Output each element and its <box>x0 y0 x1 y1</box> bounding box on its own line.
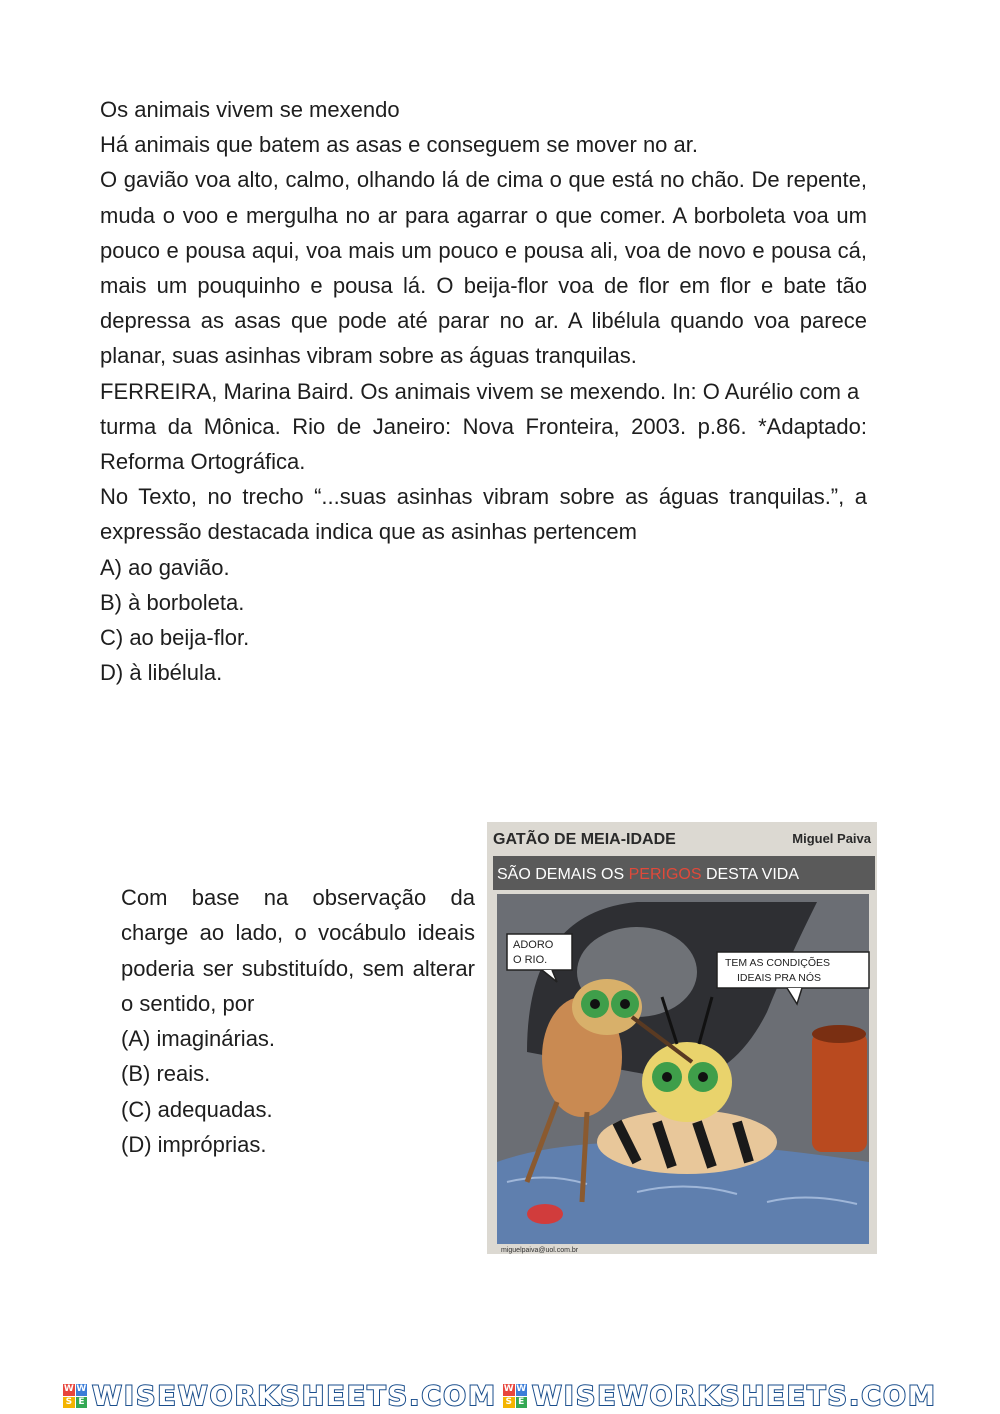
question1-option-a[interactable]: A) ao gavião. <box>100 554 230 580</box>
question1-option-b[interactable]: B) à borboleta. <box>100 589 245 615</box>
brand-mark-2 <box>503 1381 937 1412</box>
question1-option-d[interactable]: D) à libélula. <box>100 660 223 686</box>
pupil-left <box>662 1072 672 1082</box>
balloon-1-line1: ADORO <box>513 939 554 951</box>
passage-reference: FERREIRA, Marina Baird. Os animais vivem se mexendo. In: O Aurélio com a <box>100 378 860 404</box>
pupil-right <box>698 1072 708 1082</box>
footer-watermark <box>0 1378 1000 1414</box>
logo-letter: S <box>63 1397 75 1409</box>
balloon-2-line1: TEM AS CONDIÇÕES <box>725 957 831 969</box>
comic-strip <box>487 822 877 1254</box>
comic-caption-part1: SÃO DEMAIS OS <box>497 866 629 883</box>
question2-option-b[interactable]: (B) reais. <box>121 1061 211 1087</box>
brand-mark-1 <box>63 1381 497 1412</box>
pupil-left-1 <box>590 999 600 1009</box>
comic-caption <box>497 863 799 883</box>
comic-caption-part2: DESTA VIDA <box>701 866 800 883</box>
question2 <box>121 880 475 1162</box>
question1-option-c[interactable]: C) ao beija-flor. <box>100 625 250 651</box>
brand-logo-icon <box>63 1384 87 1408</box>
passage-reference-cont: turma da Mônica. Rio de Janeiro: Nova Fronteira, 2003. p.86. *Adaptado: Reforma Ortográfica. <box>100 413 867 475</box>
balloon-2-line2: IDEAIS PRA NÓS <box>737 972 822 984</box>
passage-title: Os animais vivem se mexendo <box>100 97 400 122</box>
comic-author: Miguel Paiva <box>792 831 871 846</box>
logo-letter: E <box>76 1397 88 1409</box>
question2-option-a[interactable]: (A) imaginárias. <box>121 1026 276 1052</box>
logo-letter: E <box>516 1397 528 1409</box>
question2-option-d[interactable]: (D) impróprias. <box>121 1132 267 1158</box>
passage-line: Há animais que batem as asas e conseguem se mover no ar. <box>100 132 698 158</box>
brand-text: WISEWORKSHEETS.COM <box>532 1380 937 1412</box>
brand-text: WISEWORKSHEETS.COM <box>92 1380 497 1412</box>
red-shoe <box>527 1204 563 1224</box>
comic-credit: miguelpaiva@uol.com.br <box>501 1247 579 1254</box>
logo-letter: W <box>76 1384 87 1395</box>
comic-strip-title: GATÃO DE MEIA-IDADE <box>493 831 676 848</box>
logo-letter: W <box>516 1384 527 1395</box>
question2-option-c[interactable]: (C) adequadas. <box>121 1096 273 1122</box>
rusty-can <box>812 1032 867 1152</box>
question2-prompt: Com base na observação da charge ao lado, o vocábulo ideais poderia ser substituído, sem alterar o sentido, por <box>121 885 475 1016</box>
comic-caption-highlight: PERIGOS <box>628 866 702 883</box>
logo-letter: W <box>503 1384 514 1395</box>
logo-letter: W <box>63 1384 74 1395</box>
passage-paragraph: O gavião voa alto, calmo, olhando lá de cima o que está no chão. De repente, muda o voo e mergulha no ar para agarrar o que comer. A borboleta voa um pouco e pousa aqui, voa mais um pouco e pousa ali, voa de novo e pousa cá, mais um pouquinho e pousa lá. O beija-flor voa de flor em flor e bate tão depressa as asas que pode até parar no ar. A libélula quando voa parece planar, suas asinhas vibram sobre as águas tranquilas. <box>100 167 867 369</box>
balloon-1-line2: O RIO. <box>513 954 548 966</box>
pupil-right-1 <box>620 999 630 1009</box>
question1-prompt: No Texto, no trecho “...suas asinhas vibram sobre as águas tranquilas.”, a expressão destacada indica que as asinhas pertencem <box>100 484 867 545</box>
brand-logo-icon <box>503 1384 527 1408</box>
reading-passage <box>100 92 867 690</box>
rusty-can-top <box>812 1025 866 1043</box>
logo-letter: S <box>503 1397 515 1409</box>
